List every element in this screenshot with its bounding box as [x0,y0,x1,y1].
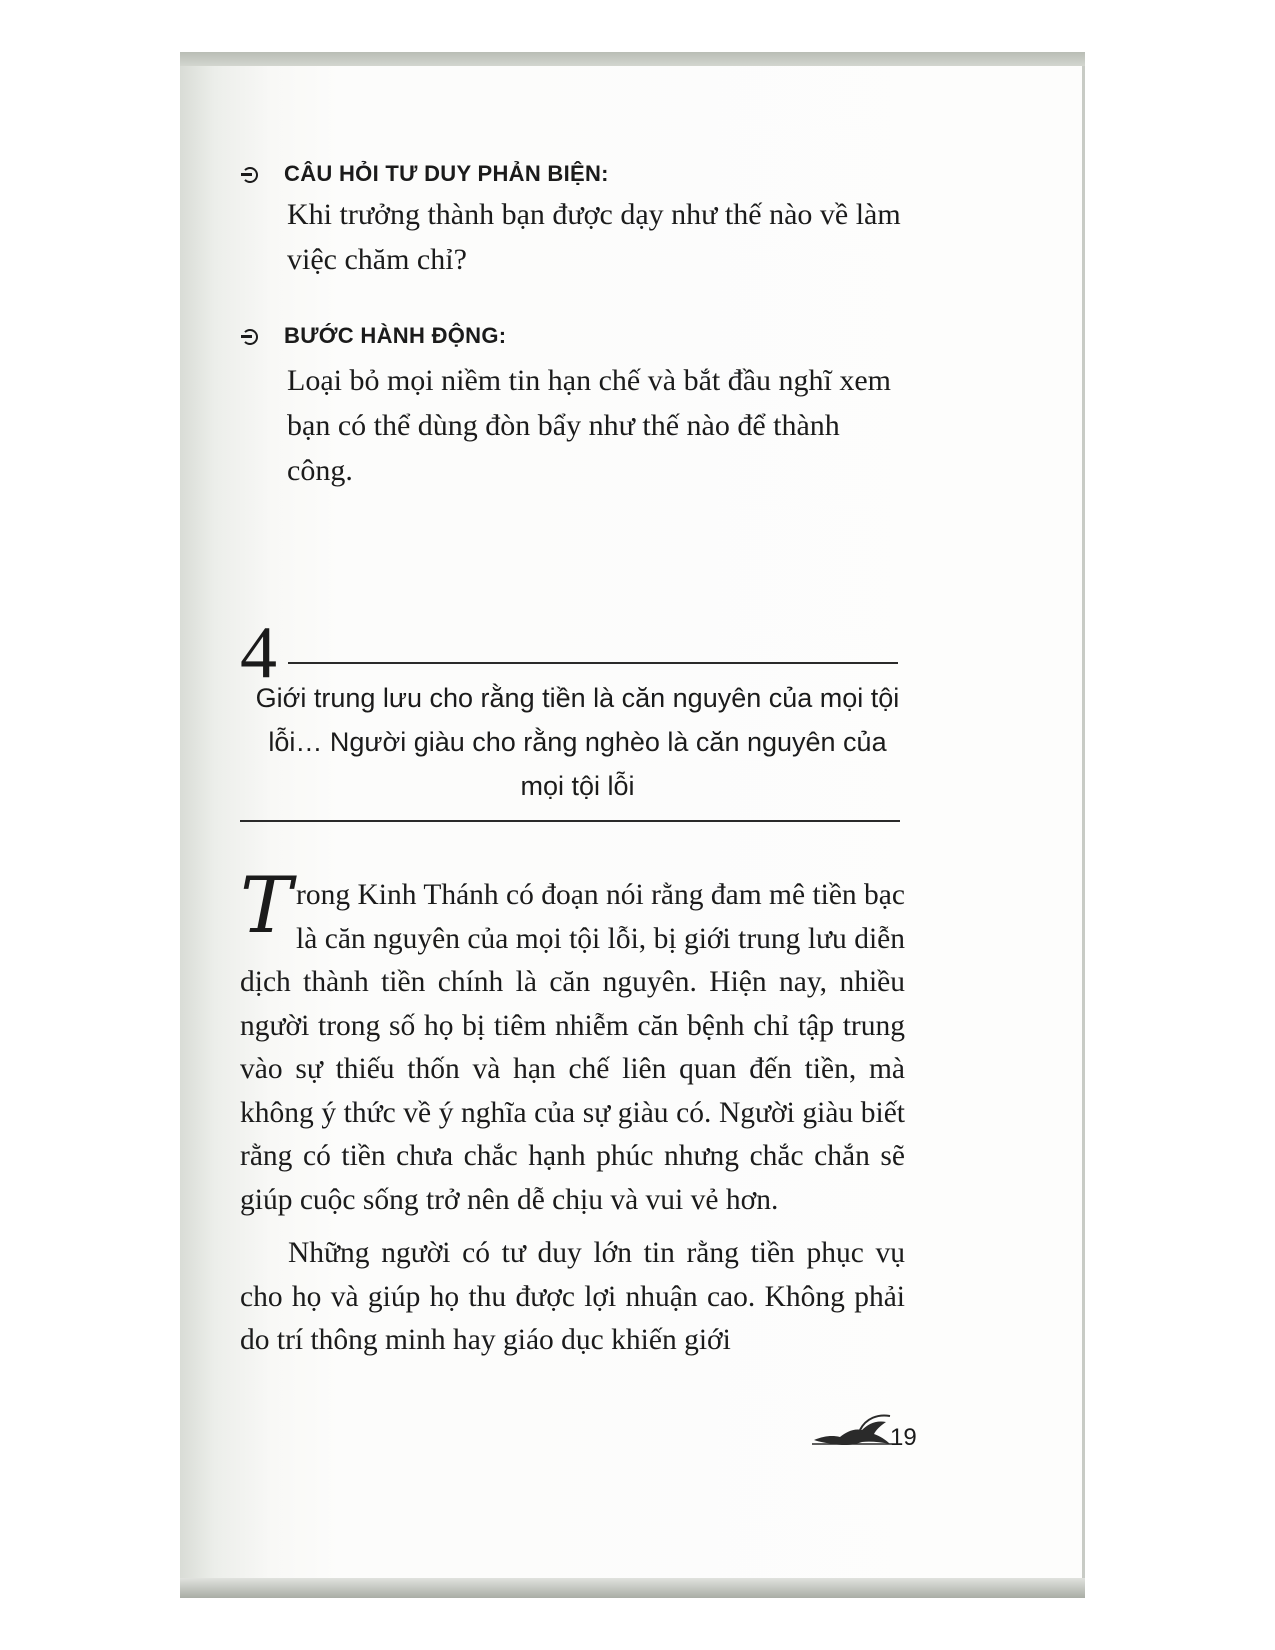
drop-cap: T [240,861,293,951]
body-text [240,861,905,1363]
chapter-number: 4 [240,612,277,694]
chapter-rule-bottom [240,820,900,822]
body-paragraph-1 [240,861,905,1222]
arrow-bullet-icon [242,328,262,344]
action-step-text: Loại bỏ mọi niềm tin hạn chế và bắt đầu nghĩ xem bạn có thể dùng đòn bẩy như thế nào để thành công. [287,364,892,487]
critical-question-label: CÂU HỎI TƯ DUY PHẢN BIỆN: [284,161,609,186]
bird-ornament-icon [810,1410,896,1450]
body-paragraph-1-text: rong Kinh Thánh có đoạn nói rằng đam mê tiền bạc là căn nguyên của mọi tội lỗi, bị giới trung lưu diễn dịch thành tiền chính là căn nguyên. Hiện nay, nhiều người trong số họ bị tiêm nhiễm căn bệnh chỉ tập trung vào sự thiếu thốn và hạn chế liên quan đến tiền, mà không ý thức về ý nghĩa của sự giàu có. Người giàu biết rằng có tiền chưa chắc hạnh phúc nhưng chắc chắn sẽ giúp cuộc sống trở nên dễ chịu và vui vẻ hơn. [240,879,905,1216]
page-right-edge [1082,66,1085,1578]
action-step-label: BƯỚC HÀNH ĐỘNG: [284,323,507,348]
critical-question-heading [242,161,609,187]
body-paragraph-2: Những người có tư duy lớn tin rằng tiền phục vụ cho họ và giúp họ thu được lợi nhuận cao. Không phải do trí thông minh hay giáo dục khiến giới [240,1237,905,1356]
page-number: 19 [890,1424,917,1451]
critical-question-text: Khi trưởng thành bạn được dạy như thế nào về làm việc chăm chỉ? [287,198,901,276]
book-page [180,66,1085,1578]
chapter-title: Giới trung lưu cho rằng tiền là căn nguyên của mọi tội lỗi… Người giàu cho rằng nghèo là căn nguyên của mọi tội lỗi [255,683,900,801]
action-step-heading [242,323,506,349]
chapter-rule-top [288,662,898,664]
arrow-bullet-icon [242,166,262,182]
